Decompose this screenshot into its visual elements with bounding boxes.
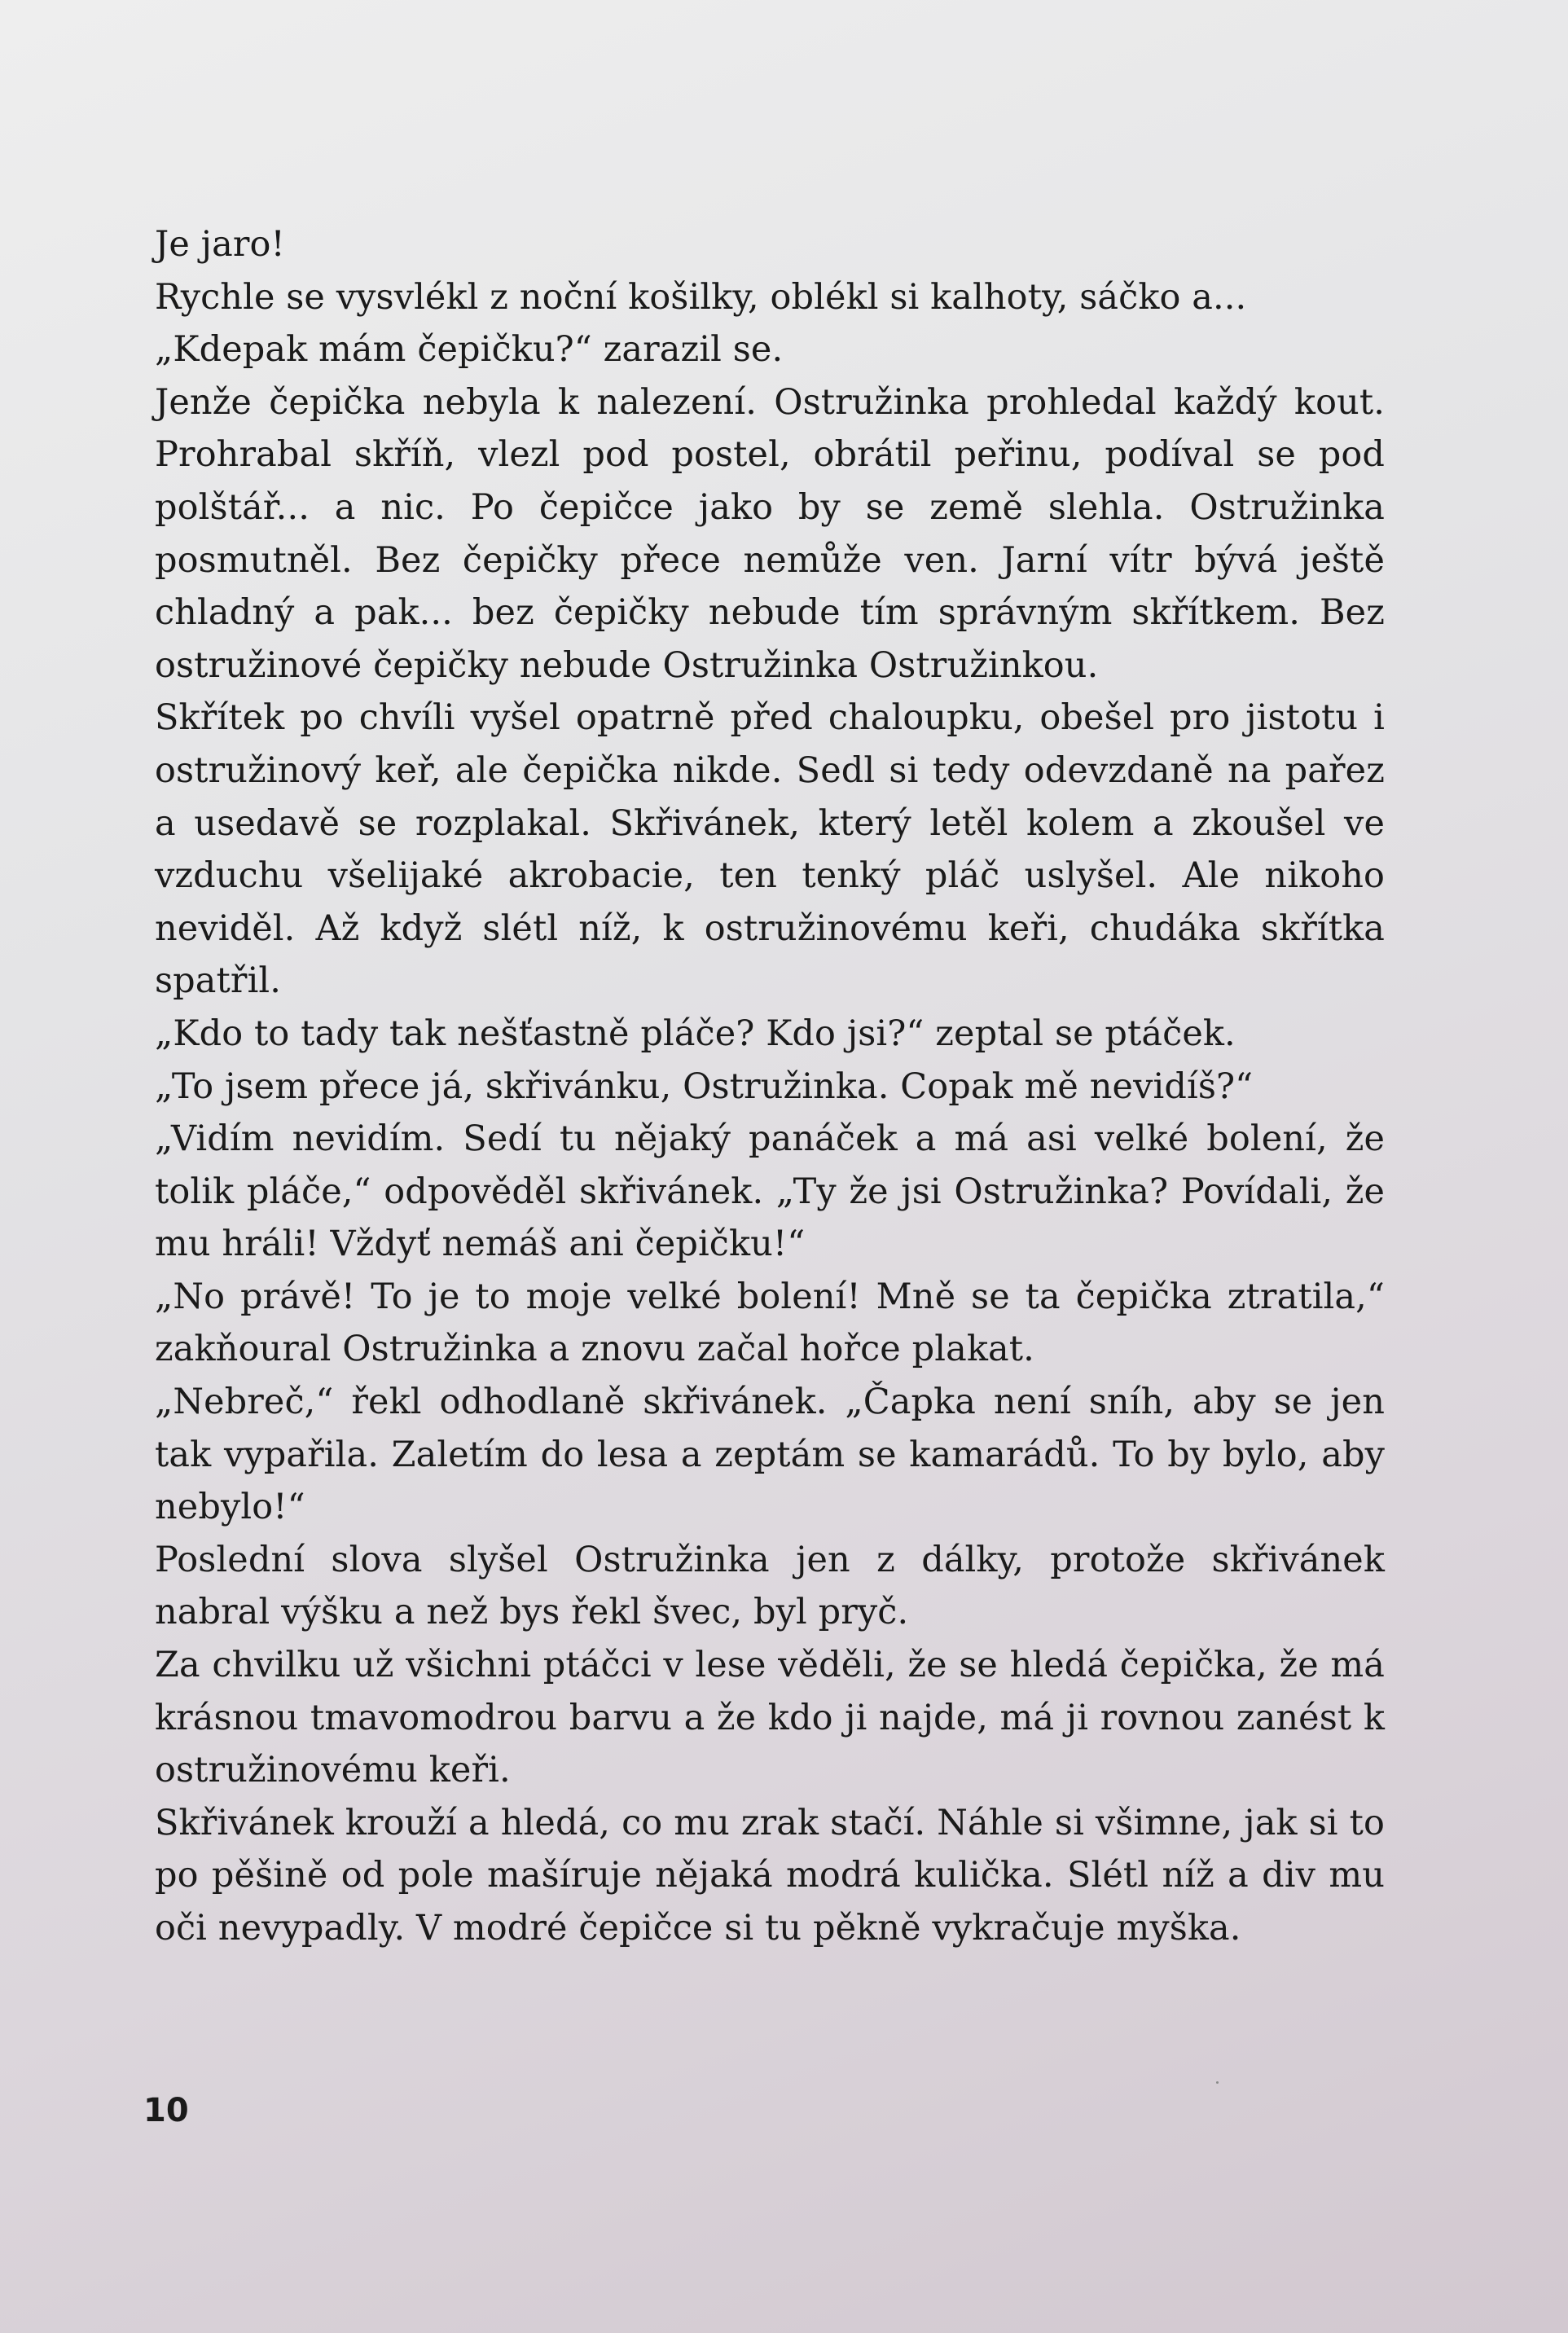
paragraph: „Vidím nevidím. Sedí tu nějaký panáček a má asi velké bolení, že tolik pláče,“ odpověděl skřivánek. „Ty že jsi Ostružinka? Povídali, že mu hráli! Vždyť nemáš ani čepičku!“	[155, 1118, 1385, 1265]
paragraph: Rychle se vysvlékl z noční košilky, oblékl si kalhoty, sáčko a...	[155, 276, 1247, 318]
paragraph: „Nebreč,“ řekl odhodlaně skřivánek. „Čapka není sníh, aby se jen tak vypařila. Zaletím do lesa a zeptám se kamarádů. To by bylo, aby nebylo!“	[155, 1382, 1385, 1528]
page-number: 10	[143, 2092, 189, 2129]
paper-speck	[1216, 2081, 1219, 2084]
paragraph: „To jsem přece já, skřivánku, Ostružinka. Copak mě nevidíš?“	[155, 1065, 1254, 1107]
paragraph: Poslední slova slyšel Ostružinka jen z dálky, protože skřivánek nabral výšku a než bys řekl švec, byl pryč.	[155, 1539, 1385, 1633]
paragraph: Za chvilku už všichni ptáčci v lese věděli, že se hledá čepička, že má krásnou tmavomodrou barvu a že kdo ji najde, má ji rovnou zanést k ostružinovému keři.	[155, 1645, 1385, 1791]
paragraph: Jenže čepička nebyla k nalezení. Ostružinka prohledal každý kout. Prohrabal skříň, vlezl pod postel, obrátil peřinu, podíval se pod polštář... a nic. Po čepičce jako by se země slehla. Ostružinka posmutněl. Bez čepičky přece nemůže ven. Jarní vítr bývá ještě chladný a pak... bez čepičky nebude tím správným skřítkem. Bez ostružinové čepičky nebude Ostružinka Ostružinkou.	[155, 381, 1385, 686]
paragraph: „Kdo to tady tak nešťastně pláče? Kdo jsi?“ zeptal se ptáček.	[155, 1013, 1236, 1054]
paragraph: Skřítek po chvíli vyšel opatrně před chaloupku, obešel pro jistotu i ostružinový keř, ale čepička nikde. Sedl si tedy odevzdaně na pařez a usedavě se rozplakal. Skřivánek, který letěl kolem a zkoušel ve vzduchu všelijaké akrobacie, ten tenký pláč uslyšel. Ale nikoho neviděl. Až když slétl níž, k ostružinovému keři, chudáka skřítka spatřil.	[155, 697, 1385, 1002]
paragraph: Skřivánek krouží a hledá, co mu zrak stačí. Náhle si všimne, jak si to po pěšině od pole mašíruje nějaká modrá kulička. Slétl níž a div mu oči nevypadly. V modré čepičce si tu pěkně vykračuje myška.	[155, 1802, 1385, 1949]
story-text	[155, 218, 1385, 1955]
paragraph: Je jaro!	[155, 224, 285, 265]
paragraph: „No právě! To je to moje velké bolení! Mně se ta čepička ztratila,“ zakňoural Ostružinka a znovu začal hořce plakat.	[155, 1276, 1385, 1370]
paragraph: „Kdepak mám čepičku?“ zarazil se.	[155, 329, 784, 371]
